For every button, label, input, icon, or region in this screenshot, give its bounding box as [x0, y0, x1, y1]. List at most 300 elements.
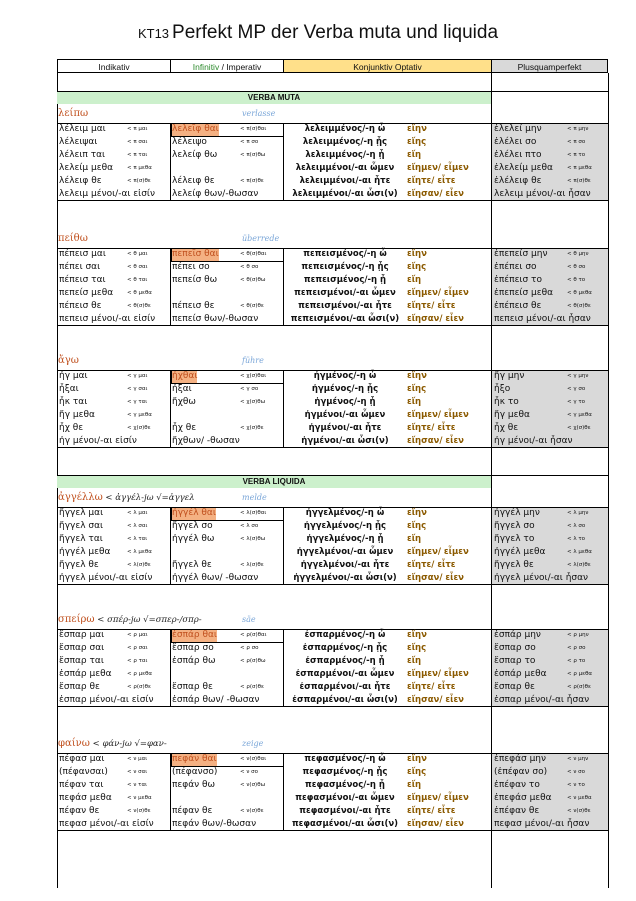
- cell-plusquamperfekt: ἐλέλει πτο: [494, 149, 542, 160]
- verb-meaning: zeige: [242, 739, 264, 748]
- cell-optativ: εἴητε/ εἶτε: [407, 559, 456, 570]
- cell-indikativ: ἦκ ται: [59, 396, 88, 407]
- header-konjunktiv-optativ: Konjunktiv Optativ: [283, 59, 491, 73]
- cell-imperativ-ending: < ν(σ)θαι: [240, 756, 267, 762]
- cell-plusquamperfekt-ending: < ρ μεθα: [567, 670, 593, 677]
- cell-optativ: εἴη: [407, 149, 422, 160]
- cell-indikativ: λέλειπ ται: [59, 149, 106, 160]
- cell-imperativ-ending: < ρ(σ)θε: [240, 683, 264, 690]
- cell-infinitiv-imperativ: πεφάν θω: [172, 779, 216, 790]
- cell-plusquamperfekt: ἤγ μην: [494, 371, 525, 381]
- cell-plusquamperfekt-ending: < ν σο: [567, 768, 586, 775]
- lemma-text: ἀγγέλλω: [58, 492, 103, 503]
- cell-konjunktiv: λελειμμένος/-η ᾖς: [302, 136, 388, 147]
- cell-indikativ-ending: < θ μεθα: [127, 289, 152, 296]
- cell-konjunktiv: ἠγμένος/-η ᾖ: [314, 396, 376, 407]
- cell-konjunktiv: ἠγμένοι/-αι ἦτε: [308, 422, 382, 433]
- cell-optativ: εἴησαν/ εἶεν: [407, 694, 464, 705]
- table-row: [57, 274, 608, 287]
- cell-plusquamperfekt: ἦξο: [494, 383, 511, 394]
- cell-konjunktiv: λελειμμένοι/-αι ὦμεν: [295, 162, 395, 173]
- cell-plusquamperfekt-ending: < θ(σ)θε: [567, 302, 591, 309]
- cell-plusquamperfekt-ending: < π σο: [567, 138, 586, 145]
- cell-imperativ-ending: < λ(σ)θαι: [240, 510, 267, 516]
- cell-konjunktiv: ἠγμένοι/-αι ὦσι(ν): [301, 435, 389, 446]
- cell-infinitiv-imperativ: λελείφ θω: [172, 149, 218, 160]
- cell-infinitiv-imperativ: λέλειψο: [172, 136, 207, 147]
- cell-indikativ-ending: < ν μεθα: [127, 794, 152, 801]
- cell-indikativ-ending: < θ(σ)θε: [127, 302, 151, 309]
- table-row: [57, 248, 608, 261]
- cell-indikativ: ἔσπαρ σαι: [59, 642, 105, 653]
- cell-indikativ: πεφάσ μεθα: [59, 792, 112, 803]
- cell-imperativ-ending: < λ(σ)θω: [240, 535, 266, 542]
- cell-optativ: εἴης: [407, 136, 427, 147]
- cell-indikativ: ἠγγελ μένοι/-αι εἰσίν: [59, 572, 153, 583]
- table-row: [57, 435, 608, 448]
- cell-indikativ: ἠγ μένοι/-αι εἰσίν: [59, 435, 137, 446]
- cell-konjunktiv: πεπεισμένοι/-αι ὦσι(ν): [290, 313, 400, 324]
- cell-optativ: εἴης: [407, 383, 427, 394]
- cell-optativ: εἴη: [407, 655, 422, 666]
- cell-optativ: εἴημεν/ εἶμεν: [407, 287, 469, 298]
- cell-indikativ-ending: < ν ται: [127, 781, 147, 788]
- section-rule: [57, 475, 608, 476]
- cell-plusquamperfekt: ἤγ μεθα: [494, 409, 530, 420]
- cell-plusquamperfekt-ending: < ν μην: [567, 756, 589, 762]
- cell-optativ: εἴησαν/ εἶεν: [407, 572, 464, 583]
- cell-imperativ-ending: < ν σο: [240, 768, 259, 775]
- table-row: [57, 559, 608, 572]
- cell-optativ: εἴημεν/ εἶμεν: [407, 668, 469, 679]
- cell-konjunktiv: ἠγγελμένος/-η ᾖς: [303, 520, 387, 531]
- cell-indikativ: ἐσπάρ μεθα: [59, 668, 112, 679]
- table-row: [57, 681, 608, 694]
- cell-infinitiv-imperativ: λελείφ θων/-θωσαν: [172, 188, 259, 199]
- table-row: [57, 753, 608, 766]
- cell-imperativ-ending: < θ(σ)θω: [240, 276, 266, 283]
- cell-optativ: εἴην: [407, 249, 427, 259]
- cell-konjunktiv: πεπεισμένος/-η ᾖ: [303, 274, 387, 285]
- cell-plusquamperfekt-ending: < ρ(σ)θε: [567, 683, 591, 690]
- cell-indikativ: ἦξαι: [59, 383, 79, 394]
- cell-konjunktiv: ἐσπαρμένος/-η ᾖ: [305, 655, 385, 666]
- cell-optativ: εἴησαν/ εἶεν: [407, 818, 464, 829]
- cell-konjunktiv: ἠγγελμένοι/-αι ἦτε: [300, 559, 390, 570]
- cell-konjunktiv: πεπεισμένοι/-αι ἦτε: [298, 300, 392, 311]
- cell-indikativ: πεπείσ μεθα: [59, 287, 114, 298]
- cell-infinitiv-imperativ: ἔσπαρ σο: [172, 642, 214, 653]
- table-row: [57, 136, 608, 149]
- cell-indikativ: ἐσπαρ μένοι/-αι εἰσίν: [59, 694, 154, 705]
- cell-imperativ-ending: < ρ(σ)θαι: [240, 632, 267, 638]
- cell-optativ: εἴην: [407, 508, 427, 518]
- cell-plusquamperfekt: ἦχ θε: [494, 422, 519, 433]
- cell-indikativ: πέπει σαι: [59, 261, 101, 272]
- table-row: [57, 818, 608, 831]
- cell-konjunktiv: ἠγγελμένοι/-αι ὦσι(ν): [293, 572, 397, 583]
- verb-lemma: [58, 492, 195, 503]
- cell-plusquamperfekt: ἐπεφάσ μην: [494, 754, 547, 764]
- cell-konjunktiv: ἠγγελμένοι/-αι ὦμεν: [296, 546, 394, 557]
- table-row: [57, 792, 608, 805]
- cell-imperativ-ending: < π(σ)θαι: [240, 126, 267, 132]
- lemma-note: < ἀγγέλ-jω √=ἀγγελ: [102, 493, 195, 503]
- cell-optativ: εἴη: [407, 274, 422, 285]
- cell-plusquamperfekt-ending: < π μεθα: [567, 164, 592, 171]
- cell-konjunktiv: ἐσπαρμένος/-η ᾖς: [302, 642, 388, 653]
- cell-indikativ: πέπεισ θε: [59, 300, 102, 311]
- cell-infinitiv-imperativ: ἦχθαι: [172, 371, 198, 381]
- cell-imperativ-ending: < π σο: [240, 138, 259, 145]
- cell-infinitiv-imperativ: ἠγγέλ θων/ -θωσαν: [172, 572, 259, 583]
- cell-optativ: εἴητε/ εἶτε: [407, 300, 456, 311]
- cell-plusquamperfekt-ending: < λ το: [567, 535, 586, 542]
- cell-indikativ-ending: < π ται: [127, 151, 148, 158]
- cell-infinitiv-imperativ: πεπείσ θω: [172, 274, 218, 285]
- cell-konjunktiv: πεφασμένος/-η ᾖ: [305, 779, 385, 790]
- cell-indikativ-ending: < ρ μεθα: [127, 670, 153, 677]
- cell-optativ: εἴην: [407, 371, 427, 381]
- table-row: [57, 396, 608, 409]
- verb-meaning: säe: [242, 615, 256, 624]
- lemma-text: λείπω: [58, 108, 89, 119]
- table-row: [57, 188, 608, 201]
- cell-imperativ-ending: < γ σο: [240, 385, 259, 392]
- cell-optativ: εἴης: [407, 642, 427, 653]
- cell-infinitiv-imperativ: πέπει σο: [172, 261, 210, 272]
- cell-plusquamperfekt-ending: < λ μεθα: [567, 548, 592, 555]
- cell-imperativ-ending: < ν(σ)θω: [240, 781, 266, 788]
- table-row: [57, 572, 608, 585]
- cell-plusquamperfekt: ἤγγελ το: [494, 533, 535, 544]
- block-bottom-rule: [57, 325, 608, 326]
- lemma-text: σπείρω: [58, 614, 95, 625]
- cell-optativ: εἴην: [407, 124, 427, 134]
- cell-indikativ-ending: < θ ται: [127, 276, 148, 283]
- cell-plusquamperfekt: (ἐπέφαν σο): [494, 766, 548, 777]
- cell-indikativ-ending: < χ(σ)θε: [127, 424, 151, 431]
- header-indikativ: Indikativ: [57, 59, 170, 73]
- cell-plusquamperfekt: ἤγγελ θε: [494, 559, 534, 570]
- cell-plusquamperfekt: ἐλελεί μην: [494, 124, 542, 134]
- cell-konjunktiv: πεφασμένοι/-αι ὦσι(ν): [291, 818, 399, 829]
- cell-indikativ-ending: < λ σαι: [127, 522, 148, 529]
- lemma-note: < σπέρ-jω √=σπερ-/σπρ-: [94, 615, 202, 625]
- cell-plusquamperfekt: ἐπέπεισ το: [494, 274, 542, 285]
- cell-indikativ: λελειμ μένοι/-αι εἰσίν: [59, 188, 155, 199]
- cell-indikativ: ἤγγελ σαι: [59, 520, 104, 531]
- cell-indikativ-ending: < ν(σ)θε: [127, 807, 151, 814]
- cell-optativ: εἴη: [407, 533, 422, 544]
- cell-plusquamperfekt: λελειμ μένοι/-αι ἦσαν: [494, 188, 591, 199]
- cell-optativ: εἴη: [407, 779, 422, 790]
- cell-indikativ-ending: < λ μεθα: [127, 548, 152, 555]
- cell-indikativ: ἔσπαρ ται: [59, 655, 104, 666]
- cell-optativ: εἴητε/ εἶτε: [407, 681, 456, 692]
- table-row: [57, 409, 608, 422]
- cell-plusquamperfekt: ἐπέπει σο: [494, 261, 537, 272]
- table-row: [57, 805, 608, 818]
- cell-konjunktiv: λελειμμένοι/-αι ἦτε: [299, 175, 391, 186]
- cell-plusquamperfekt-ending: < λ μην: [567, 510, 589, 516]
- cell-konjunktiv: ἠγγελμένος/-η ᾖ: [306, 533, 384, 544]
- table-row: [57, 507, 608, 520]
- cell-plusquamperfekt-ending: < γ το: [567, 398, 586, 405]
- cell-indikativ: πέφασ μαι: [59, 754, 105, 764]
- cell-imperativ-ending: < π(σ)θω: [240, 151, 266, 158]
- cell-konjunktiv: ἠγγελμένος/-η ὦ: [305, 508, 385, 518]
- cell-indikativ: ἤγ μεθα: [59, 409, 95, 420]
- header-plusquamperfekt: Plusquamperfekt: [491, 59, 608, 73]
- cell-optativ: εἴην: [407, 754, 427, 764]
- cell-plusquamperfekt: ἦκ το: [494, 396, 519, 407]
- cell-imperativ-ending: < λ σο: [240, 522, 259, 529]
- table-row: [57, 175, 608, 188]
- cell-optativ: εἴημεν/ εἶμεν: [407, 162, 469, 173]
- table-row: [57, 655, 608, 668]
- cell-konjunktiv: ἐσπαρμένοι/-αι ὦμεν: [295, 668, 395, 679]
- cell-plusquamperfekt-ending: < γ μην: [567, 373, 589, 379]
- cell-infinitiv-imperativ: ἐσπάρ θαι: [172, 630, 217, 640]
- table-row: [57, 520, 608, 533]
- cell-infinitiv-imperativ: (πέφανσο): [172, 766, 218, 777]
- cell-indikativ-ending: < ν μαι: [127, 756, 148, 762]
- lemma-text: ἄγω: [58, 355, 79, 366]
- cell-konjunktiv: πεφασμένοι/-αι ὦμεν: [295, 792, 395, 803]
- cell-indikativ: πέπεισ ται: [59, 274, 106, 285]
- section-rule: [57, 91, 608, 92]
- cell-plusquamperfekt: ἤγγελ σο: [494, 520, 535, 531]
- cell-plusquamperfekt: ἔσπαρ θε: [494, 681, 535, 692]
- cell-imperativ-ending: < θ(σ)θε: [240, 302, 264, 309]
- table-row: [57, 287, 608, 300]
- cell-plusquamperfekt-ending: < γ μεθα: [567, 411, 592, 418]
- cell-indikativ: πέπεισ μαι: [59, 249, 106, 259]
- verb-lemma: [58, 614, 202, 625]
- cell-indikativ-ending: < γ μαι: [127, 373, 148, 379]
- cell-konjunktiv: ἐσπαρμένος/-η ὦ: [304, 630, 386, 640]
- cell-indikativ: ἦχ θε: [59, 422, 84, 433]
- cell-plusquamperfekt-ending: < θ το: [567, 276, 586, 283]
- cell-indikativ-ending: < γ ται: [127, 398, 148, 405]
- verb-meaning: überrede: [242, 234, 280, 243]
- cell-imperativ-ending: < χ(σ)θαι: [240, 373, 267, 379]
- cell-infinitiv-imperativ: ἐσπάρ θων/ -θωσαν: [172, 694, 260, 705]
- cell-infinitiv-imperativ: πεπεῖσ θαι: [172, 249, 219, 259]
- verb-meaning: verlasse: [242, 109, 276, 118]
- verb-lemma: [58, 108, 88, 119]
- cell-optativ: εἴημεν/ εἶμεν: [407, 546, 469, 557]
- cell-plusquamperfekt: ἐπεπείσ μην: [494, 249, 548, 259]
- cell-optativ: εἴητε/ εἶτε: [407, 805, 456, 816]
- verb-lemma: [58, 355, 79, 366]
- cell-indikativ: πεφασ μένοι/-αι εἰσίν: [59, 818, 154, 829]
- table-row: [57, 546, 608, 559]
- cell-plusquamperfekt-ending: < γ σο: [567, 385, 586, 392]
- cell-plusquamperfekt-ending: < ν το: [567, 781, 585, 788]
- cell-infinitiv-imperativ: ἦξαι: [172, 383, 192, 394]
- table-row: [57, 642, 608, 655]
- table-row: [57, 370, 608, 383]
- cell-optativ: εἴη: [407, 396, 422, 407]
- cell-plusquamperfekt: ἠγγελ μένοι/-αι ἦσαν: [494, 572, 589, 583]
- infinitive-highlight-box: [171, 507, 284, 521]
- cell-plusquamperfekt-ending: < π(σ)θε: [567, 177, 591, 184]
- cell-indikativ: (πέφανσαι): [59, 766, 108, 777]
- lemma-note: < φάν-jω √=φαν-: [89, 739, 167, 749]
- cell-plusquamperfekt-ending: < θ μην: [567, 251, 589, 257]
- cell-konjunktiv: πεπεισμένος/-η ᾖς: [301, 261, 389, 272]
- infinitive-highlight-box: [171, 123, 284, 137]
- cell-konjunktiv: ἐσπαρμένοι/-αι ἦτε: [299, 681, 391, 692]
- cell-plusquamperfekt-ending: < ρ μην: [567, 632, 589, 638]
- cell-indikativ: λέλειψαι: [59, 136, 98, 147]
- cell-indikativ: ἔσπαρ θε: [59, 681, 100, 692]
- cell-indikativ-ending: < ρ μαι: [127, 632, 148, 638]
- cell-imperativ-ending: < ρ σο: [240, 644, 259, 651]
- cell-infinitiv-imperativ: ἐσπάρ θω: [172, 655, 216, 666]
- table-row: [57, 149, 608, 162]
- cell-indikativ: ἠγγέλ μεθα: [59, 546, 111, 557]
- cell-indikativ-ending: < λ μαι: [127, 510, 148, 516]
- verb-lemma: [58, 233, 88, 244]
- cell-plusquamperfekt: ἐλέλειφ θε: [494, 175, 542, 186]
- cell-indikativ: λελείμ μεθα: [59, 162, 114, 173]
- cell-plusquamperfekt: ἐπεπείσ μεθα: [494, 287, 554, 298]
- cell-indikativ-ending: < π σαι: [127, 138, 148, 145]
- cell-infinitiv-imperativ: λέλειφ θε: [172, 175, 215, 186]
- section-band-muta: VERBA MUTA: [57, 92, 491, 104]
- cell-indikativ-ending: < ρ ται: [127, 657, 148, 664]
- cell-plusquamperfekt: ἐπέφαν το: [494, 779, 540, 790]
- cell-konjunktiv: πεπεισμένος/-η ὦ: [303, 249, 387, 259]
- verb-meaning: melde: [242, 493, 267, 502]
- cell-indikativ-ending: < ρ σαι: [127, 644, 148, 651]
- page-title: KT13 Perfekt MP der Verba muta und liquida: [137, 22, 499, 43]
- cell-indikativ: λέλειμ μαι: [59, 124, 106, 134]
- cell-indikativ: λέλειφ θε: [59, 175, 102, 186]
- cell-konjunktiv: λελειμμένος/-η ὦ: [304, 124, 386, 134]
- cell-indikativ: ἤγγελ ται: [59, 533, 103, 544]
- cell-indikativ: ἦγ μαι: [59, 371, 88, 381]
- cell-infinitiv-imperativ: ἤγγελ σο: [172, 520, 213, 531]
- cell-optativ: εἴησαν/ εἶεν: [407, 313, 464, 324]
- table-row: [57, 694, 608, 707]
- cell-indikativ: πέφαν ται: [59, 779, 104, 790]
- column-divider: [608, 73, 609, 888]
- cell-indikativ-ending: < λ(σ)θε: [127, 561, 151, 568]
- cell-infinitiv-imperativ: πέπεισ θε: [172, 300, 215, 311]
- cell-plusquamperfekt: ἐσπαρ μένοι/-αι ἦσαν: [494, 694, 590, 705]
- cell-plusquamperfekt-ending: < ν(σ)θε: [567, 807, 591, 814]
- lemma-text: πείθω: [58, 233, 88, 244]
- block-bottom-rule: [57, 706, 608, 707]
- infinitive-highlight-box: [171, 370, 284, 384]
- cell-infinitiv-imperativ: πέφαν θε: [172, 805, 213, 816]
- table-row: [57, 313, 608, 326]
- table-row: [57, 422, 608, 435]
- block-bottom-rule: [57, 584, 608, 585]
- block-bottom-rule: [57, 447, 608, 448]
- cell-infinitiv-imperativ: ἤγγελ θε: [172, 559, 212, 570]
- cell-indikativ-ending: < θ σαι: [127, 263, 148, 270]
- cell-plusquamperfekt: ἔσπαρ σο: [494, 642, 536, 653]
- cell-optativ: εἴης: [407, 261, 427, 272]
- cell-plusquamperfekt: ἐπέφαν θε: [494, 805, 540, 816]
- cell-infinitiv-imperativ: πεπείσ θων/-θωσαν: [172, 313, 259, 324]
- cell-plusquamperfekt-ending: < ρ σο: [567, 644, 586, 651]
- cell-indikativ: πέφαν θε: [59, 805, 100, 816]
- cell-plusquamperfekt: ἐλελείμ μεθα: [494, 162, 553, 173]
- section-band-liquida: VERBA LIQUIDA: [57, 476, 491, 488]
- cell-imperativ-ending: < ν(σ)θε: [240, 807, 264, 814]
- infinitive-highlight-box: [171, 248, 284, 262]
- cell-infinitiv-imperativ: πεφάν θαι: [172, 754, 217, 764]
- cell-plusquamperfekt-ending: < χ(σ)θε: [567, 424, 591, 431]
- cell-plusquamperfekt-ending: < λ σο: [567, 522, 586, 529]
- cell-imperativ-ending: < θ σο: [240, 263, 259, 270]
- cell-infinitiv-imperativ: ἤχθω: [172, 396, 196, 407]
- cell-indikativ-ending: < γ σαι: [127, 385, 148, 392]
- verb-lemma: [58, 738, 167, 749]
- cell-optativ: εἴημεν/ εἶμεν: [407, 409, 469, 420]
- cell-indikativ-ending: < π(σ)θε: [127, 177, 151, 184]
- cell-optativ: εἴης: [407, 520, 427, 531]
- table-row: [57, 779, 608, 792]
- cell-indikativ: πεπεισ μένοι/-αι εἰσίν: [59, 313, 156, 324]
- cell-indikativ: ἔσπαρ μαι: [59, 630, 105, 640]
- cell-konjunktiv: πεπεισμένοι/-αι ὦμεν: [294, 287, 396, 298]
- cell-indikativ-ending: < π μαι: [127, 126, 148, 132]
- header-infinitiv-imperativ: Infinitiv / Imperativ: [170, 59, 283, 73]
- cell-plusquamperfekt: ἠγ μένοι/-αι ἦσαν: [494, 435, 573, 446]
- cell-imperativ-ending: < θ(σ)θαι: [240, 251, 267, 257]
- cell-optativ: εἴησαν/ εἶεν: [407, 188, 464, 199]
- cell-plusquamperfekt-ending: < θ μεθα: [567, 289, 592, 296]
- cell-plusquamperfekt: πεπεισ μένοι/-αι ἦσαν: [494, 313, 591, 324]
- block-bottom-rule: [57, 200, 608, 201]
- table-row: [57, 123, 608, 136]
- table-row: [57, 629, 608, 642]
- cell-plusquamperfekt: πεφασ μένοι/-αι ἦσαν: [494, 818, 590, 829]
- lemma-text: φαίνω: [58, 738, 90, 749]
- table-row: [57, 766, 608, 779]
- cell-plusquamperfekt: ἔσπαρ το: [494, 655, 536, 666]
- cell-optativ: εἴητε/ εἶτε: [407, 422, 456, 433]
- cell-indikativ-ending: < θ μαι: [127, 251, 148, 257]
- cell-plusquamperfekt: ἐσπάρ μην: [494, 630, 541, 640]
- block-bottom-rule: [57, 830, 608, 831]
- cell-plusquamperfekt-ending: < π μην: [567, 126, 589, 132]
- cell-imperativ-ending: < χ(σ)θε: [240, 424, 264, 431]
- cell-konjunktiv: πεφασμένοι/-αι ἦτε: [299, 805, 391, 816]
- table-row: [57, 261, 608, 274]
- cell-plusquamperfekt-ending: < λ(σ)θε: [567, 561, 591, 568]
- cell-konjunktiv: ἐσπαρμένοι/-αι ὦσι(ν): [292, 694, 398, 705]
- cell-plusquamperfekt: ἐσπάρ μεθα: [494, 668, 547, 679]
- table-row: [57, 383, 608, 396]
- cell-indikativ-ending: < π μεθα: [127, 164, 152, 171]
- cell-plusquamperfekt: ἐλέλει σο: [494, 136, 537, 147]
- cell-konjunktiv: ἠγμένοι/-αι ὦμεν: [304, 409, 386, 420]
- cell-konjunktiv: λελειμμένοι/-αι ὦσι(ν): [292, 188, 398, 199]
- cell-indikativ: ἤγγελ θε: [59, 559, 99, 570]
- table-row: [57, 300, 608, 313]
- cell-plusquamperfekt: ἐπεφάσ μεθα: [494, 792, 552, 803]
- cell-infinitiv-imperativ: ἦχ θε: [172, 422, 197, 433]
- cell-konjunktiv: ἠγμένος/-η ᾖς: [311, 383, 379, 394]
